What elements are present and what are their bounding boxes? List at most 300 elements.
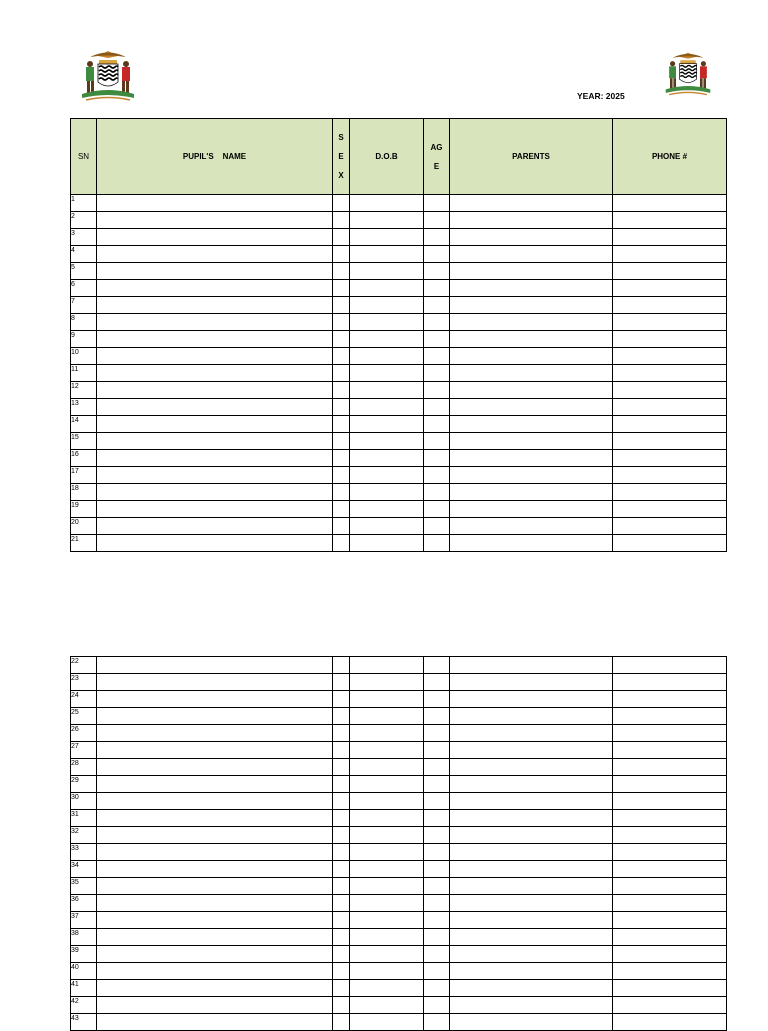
dob-cell[interactable] [350, 963, 424, 980]
age-cell[interactable] [424, 331, 450, 348]
phone-cell[interactable] [613, 793, 727, 810]
pupil-name-cell[interactable] [97, 416, 333, 433]
parents-cell[interactable] [450, 314, 613, 331]
parents-cell[interactable] [450, 725, 613, 742]
sex-cell[interactable] [333, 929, 350, 946]
pupil-name-cell[interactable] [97, 314, 333, 331]
sex-cell[interactable] [333, 793, 350, 810]
dob-cell[interactable] [350, 980, 424, 997]
phone-cell[interactable] [613, 212, 727, 229]
pupil-name-cell[interactable] [97, 912, 333, 929]
sex-cell[interactable] [333, 365, 350, 382]
table-row [71, 844, 727, 861]
phone-cell[interactable] [613, 895, 727, 912]
phone-cell[interactable] [613, 759, 727, 776]
parents-cell[interactable] [450, 297, 613, 314]
dob-cell[interactable] [350, 742, 424, 759]
phone-cell[interactable] [613, 997, 727, 1014]
pupil-name-cell[interactable] [97, 433, 333, 450]
serial-number-cell: 9 [71, 331, 97, 348]
age-cell[interactable] [424, 980, 450, 997]
sex-cell[interactable] [333, 980, 350, 997]
dob-cell[interactable] [350, 314, 424, 331]
dob-cell[interactable] [350, 844, 424, 861]
dob-cell[interactable] [350, 229, 424, 246]
table-row [71, 776, 727, 793]
parents-cell[interactable] [450, 878, 613, 895]
dob-cell[interactable] [350, 501, 424, 518]
table-row [71, 229, 727, 246]
sex-cell[interactable] [333, 1014, 350, 1031]
dob-cell[interactable] [350, 246, 424, 263]
sex-cell[interactable] [333, 725, 350, 742]
pupil-name-cell[interactable] [97, 518, 333, 535]
sex-cell[interactable] [333, 297, 350, 314]
dob-cell[interactable] [350, 399, 424, 416]
age-cell[interactable] [424, 450, 450, 467]
dob-cell[interactable] [350, 691, 424, 708]
sex-cell[interactable] [333, 674, 350, 691]
age-header-part: E [433, 161, 440, 171]
pupil-name-cell[interactable] [97, 263, 333, 280]
age-cell[interactable] [424, 433, 450, 450]
phone-cell[interactable] [613, 657, 727, 674]
phone-cell[interactable] [613, 878, 727, 895]
age-cell[interactable] [424, 725, 450, 742]
dob-cell[interactable] [350, 895, 424, 912]
phone-cell[interactable] [613, 963, 727, 980]
dob-cell[interactable] [350, 348, 424, 365]
age-cell[interactable] [424, 484, 450, 501]
table-row [71, 280, 727, 297]
sex-cell[interactable] [333, 963, 350, 980]
pupil-name-cell[interactable] [97, 195, 333, 212]
parents-cell[interactable] [450, 229, 613, 246]
age-cell[interactable] [424, 246, 450, 263]
dob-cell[interactable] [350, 912, 424, 929]
table-row [71, 759, 727, 776]
serial-number-cell: 33 [71, 844, 97, 861]
phone-cell[interactable] [613, 501, 727, 518]
dob-cell[interactable] [350, 433, 424, 450]
dob-cell[interactable] [350, 776, 424, 793]
dob-cell[interactable] [350, 416, 424, 433]
age-cell[interactable] [424, 297, 450, 314]
dob-cell[interactable] [350, 195, 424, 212]
phone-cell[interactable] [613, 691, 727, 708]
pupil-name-cell[interactable] [97, 297, 333, 314]
dob-cell[interactable] [350, 708, 424, 725]
phone-cell[interactable] [613, 1014, 727, 1031]
sex-cell[interactable] [333, 501, 350, 518]
age-cell[interactable] [424, 844, 450, 861]
parents-cell[interactable] [450, 844, 613, 861]
sex-cell[interactable] [333, 433, 350, 450]
sex-cell[interactable] [333, 912, 350, 929]
sex-cell[interactable] [333, 861, 350, 878]
age-cell[interactable] [424, 416, 450, 433]
phone-cell[interactable] [613, 280, 727, 297]
serial-number-cell: 30 [71, 793, 97, 810]
age-cell[interactable] [424, 348, 450, 365]
table-row [71, 810, 727, 827]
age-cell[interactable] [424, 314, 450, 331]
sex-cell[interactable] [333, 827, 350, 844]
sex-cell[interactable] [333, 382, 350, 399]
sex-cell[interactable] [333, 263, 350, 280]
pupil-name-cell[interactable] [97, 861, 333, 878]
dob-cell[interactable] [350, 878, 424, 895]
pupil-name-cell[interactable] [97, 382, 333, 399]
sex-cell[interactable] [333, 399, 350, 416]
sex-cell[interactable] [333, 212, 350, 229]
phone-cell[interactable] [613, 674, 727, 691]
sex-cell[interactable] [333, 691, 350, 708]
age-cell[interactable] [424, 382, 450, 399]
phone-cell[interactable] [613, 518, 727, 535]
age-cell[interactable] [424, 759, 450, 776]
dob-cell[interactable] [350, 861, 424, 878]
phone-cell[interactable] [613, 484, 727, 501]
serial-number-cell: 39 [71, 946, 97, 963]
dob-cell[interactable] [350, 263, 424, 280]
dob-cell[interactable] [350, 759, 424, 776]
phone-cell[interactable] [613, 348, 727, 365]
pupil-name-cell[interactable] [97, 827, 333, 844]
age-cell[interactable] [424, 810, 450, 827]
pupil-name-cell[interactable] [97, 691, 333, 708]
pupil-name-cell[interactable] [97, 399, 333, 416]
parents-cell[interactable] [450, 382, 613, 399]
parents-cell[interactable] [450, 518, 613, 535]
dob-cell[interactable] [350, 331, 424, 348]
parents-cell[interactable] [450, 776, 613, 793]
table-row [71, 348, 727, 365]
sex-cell[interactable] [333, 484, 350, 501]
dob-cell[interactable] [350, 997, 424, 1014]
phone-cell[interactable] [613, 810, 727, 827]
parents-cell[interactable] [450, 810, 613, 827]
age-cell[interactable] [424, 1014, 450, 1031]
column-header-sn: SN [71, 119, 97, 195]
dob-cell[interactable] [350, 725, 424, 742]
age-cell[interactable] [424, 535, 450, 552]
dob-cell[interactable] [350, 1014, 424, 1031]
sex-cell[interactable] [333, 229, 350, 246]
dob-cell[interactable] [350, 467, 424, 484]
table-row [71, 450, 727, 467]
serial-number-cell: 29 [71, 776, 97, 793]
sex-cell[interactable] [333, 844, 350, 861]
dob-cell[interactable] [350, 450, 424, 467]
coat-of-arms-emblem-right [660, 50, 716, 98]
column-header-age [424, 119, 450, 195]
parents-cell[interactable] [450, 742, 613, 759]
table-row [71, 980, 727, 997]
phone-cell[interactable] [613, 535, 727, 552]
parents-cell[interactable] [450, 501, 613, 518]
age-cell[interactable] [424, 912, 450, 929]
dob-cell[interactable] [350, 297, 424, 314]
sex-cell[interactable] [333, 535, 350, 552]
column-header-pupil-name: PUPIL'S NAME [97, 119, 333, 195]
parents-cell[interactable] [450, 399, 613, 416]
parents-cell[interactable] [450, 963, 613, 980]
sex-cell[interactable] [333, 759, 350, 776]
parents-cell[interactable] [450, 793, 613, 810]
serial-number-cell: 6 [71, 280, 97, 297]
pupil-name-cell[interactable] [97, 776, 333, 793]
phone-cell[interactable] [613, 980, 727, 997]
parents-cell[interactable] [450, 929, 613, 946]
phone-cell[interactable] [613, 195, 727, 212]
age-cell[interactable] [424, 501, 450, 518]
sex-cell[interactable] [333, 708, 350, 725]
age-cell[interactable] [424, 674, 450, 691]
parents-cell[interactable] [450, 212, 613, 229]
sex-cell[interactable] [333, 657, 350, 674]
phone-cell[interactable] [613, 331, 727, 348]
dob-cell[interactable] [350, 212, 424, 229]
serial-number-cell: 5 [71, 263, 97, 280]
sex-cell[interactable] [333, 348, 350, 365]
serial-number-cell: 42 [71, 997, 97, 1014]
phone-cell[interactable] [613, 946, 727, 963]
parents-cell[interactable] [450, 263, 613, 280]
sex-cell[interactable] [333, 467, 350, 484]
pupil-name-cell[interactable] [97, 1014, 333, 1031]
phone-cell[interactable] [613, 861, 727, 878]
serial-number-cell: 11 [71, 365, 97, 382]
parents-cell[interactable] [450, 331, 613, 348]
age-cell[interactable] [424, 518, 450, 535]
phone-cell[interactable] [613, 416, 727, 433]
pupil-name-cell[interactable] [97, 963, 333, 980]
dob-cell[interactable] [350, 535, 424, 552]
phone-cell[interactable] [613, 742, 727, 759]
sex-cell[interactable] [333, 280, 350, 297]
parents-cell[interactable] [450, 365, 613, 382]
phone-cell[interactable] [613, 776, 727, 793]
sex-header-letter: X [338, 171, 344, 180]
pupil-name-cell[interactable] [97, 348, 333, 365]
parents-cell[interactable] [450, 708, 613, 725]
parents-cell[interactable] [450, 416, 613, 433]
sex-cell[interactable] [333, 946, 350, 963]
age-cell[interactable] [424, 963, 450, 980]
age-cell[interactable] [424, 399, 450, 416]
dob-cell[interactable] [350, 810, 424, 827]
parents-cell[interactable] [450, 691, 613, 708]
sex-cell[interactable] [333, 810, 350, 827]
age-cell[interactable] [424, 365, 450, 382]
age-cell[interactable] [424, 929, 450, 946]
parents-cell[interactable] [450, 674, 613, 691]
pupil-name-cell[interactable] [97, 467, 333, 484]
table-row [71, 263, 727, 280]
dob-cell[interactable] [350, 280, 424, 297]
age-cell[interactable] [424, 212, 450, 229]
table-row [71, 1014, 727, 1031]
sex-cell[interactable] [333, 246, 350, 263]
parents-cell[interactable] [450, 280, 613, 297]
parents-cell[interactable] [450, 246, 613, 263]
sex-cell[interactable] [333, 416, 350, 433]
dob-cell[interactable] [350, 946, 424, 963]
sex-header-letter: S [338, 133, 344, 142]
pupil-name-cell[interactable] [97, 280, 333, 297]
pupil-name-cell[interactable] [97, 980, 333, 997]
parents-cell[interactable] [450, 348, 613, 365]
pupil-name-cell[interactable] [97, 212, 333, 229]
dob-cell[interactable] [350, 484, 424, 501]
age-cell[interactable] [424, 861, 450, 878]
pupil-name-cell[interactable] [97, 793, 333, 810]
age-cell[interactable] [424, 793, 450, 810]
sex-cell[interactable] [333, 331, 350, 348]
parents-cell[interactable] [450, 657, 613, 674]
age-header-part: AG [430, 142, 443, 152]
table-row [71, 946, 727, 963]
pupil-name-cell[interactable] [97, 759, 333, 776]
pupil-name-cell[interactable] [97, 997, 333, 1014]
pupil-name-cell[interactable] [97, 246, 333, 263]
phone-cell[interactable] [613, 725, 727, 742]
parents-cell[interactable] [450, 997, 613, 1014]
age-cell[interactable] [424, 997, 450, 1014]
age-cell[interactable] [424, 280, 450, 297]
phone-cell[interactable] [613, 263, 727, 280]
pupil-name-cell[interactable] [97, 844, 333, 861]
age-cell[interactable] [424, 776, 450, 793]
dob-cell[interactable] [350, 518, 424, 535]
age-cell[interactable] [424, 708, 450, 725]
sex-header-letter: E [338, 152, 344, 161]
sex-cell[interactable] [333, 450, 350, 467]
age-cell[interactable] [424, 946, 450, 963]
pupil-name-cell[interactable] [97, 535, 333, 552]
serial-number-cell: 35 [71, 878, 97, 895]
age-cell[interactable] [424, 895, 450, 912]
phone-cell[interactable] [613, 912, 727, 929]
phone-cell[interactable] [613, 297, 727, 314]
phone-cell[interactable] [613, 314, 727, 331]
pupil-name-cell[interactable] [97, 878, 333, 895]
pupil-name-cell[interactable] [97, 810, 333, 827]
parents-cell[interactable] [450, 467, 613, 484]
dob-cell[interactable] [350, 674, 424, 691]
parents-cell[interactable] [450, 759, 613, 776]
dob-cell[interactable] [350, 827, 424, 844]
pupil-name-cell[interactable] [97, 484, 333, 501]
column-header-sex [333, 119, 350, 195]
serial-number-cell: 37 [71, 912, 97, 929]
sex-cell[interactable] [333, 518, 350, 535]
phone-cell[interactable] [613, 246, 727, 263]
pupil-name-cell[interactable] [97, 929, 333, 946]
serial-number-cell: 40 [71, 963, 97, 980]
pupil-name-cell[interactable] [97, 657, 333, 674]
pupil-name-cell[interactable] [97, 674, 333, 691]
phone-cell[interactable] [613, 382, 727, 399]
table-row [71, 674, 727, 691]
pupil-name-cell[interactable] [97, 725, 333, 742]
table-row [71, 331, 727, 348]
pupil-register-table-bottom [70, 656, 727, 1031]
phone-cell[interactable] [613, 708, 727, 725]
sex-cell[interactable] [333, 878, 350, 895]
parents-cell[interactable] [450, 861, 613, 878]
parents-cell[interactable] [450, 433, 613, 450]
sex-cell[interactable] [333, 195, 350, 212]
phone-cell[interactable] [613, 450, 727, 467]
pupil-name-cell[interactable] [97, 365, 333, 382]
phone-cell[interactable] [613, 844, 727, 861]
age-cell[interactable] [424, 657, 450, 674]
phone-cell[interactable] [613, 929, 727, 946]
sex-cell[interactable] [333, 895, 350, 912]
age-cell[interactable] [424, 742, 450, 759]
parents-cell[interactable] [450, 535, 613, 552]
dob-cell[interactable] [350, 365, 424, 382]
phone-cell[interactable] [613, 467, 727, 484]
serial-number-cell: 14 [71, 416, 97, 433]
sex-cell[interactable] [333, 314, 350, 331]
dob-cell[interactable] [350, 929, 424, 946]
parents-cell[interactable] [450, 895, 613, 912]
parents-cell[interactable] [450, 1014, 613, 1031]
sex-cell[interactable] [333, 742, 350, 759]
dob-cell[interactable] [350, 657, 424, 674]
age-cell[interactable] [424, 467, 450, 484]
age-cell[interactable] [424, 195, 450, 212]
phone-cell[interactable] [613, 229, 727, 246]
pupil-name-cell[interactable] [97, 450, 333, 467]
phone-cell[interactable] [613, 365, 727, 382]
phone-cell[interactable] [613, 827, 727, 844]
pupil-name-cell[interactable] [97, 895, 333, 912]
age-cell[interactable] [424, 878, 450, 895]
pupil-name-cell[interactable] [97, 946, 333, 963]
pupil-name-cell[interactable] [97, 742, 333, 759]
parents-cell[interactable] [450, 946, 613, 963]
sex-cell[interactable] [333, 997, 350, 1014]
dob-cell[interactable] [350, 382, 424, 399]
parents-cell[interactable] [450, 484, 613, 501]
age-cell[interactable] [424, 229, 450, 246]
age-cell[interactable] [424, 691, 450, 708]
sex-cell[interactable] [333, 776, 350, 793]
table-row [71, 416, 727, 433]
pupil-name-cell[interactable] [97, 708, 333, 725]
parents-cell[interactable] [450, 980, 613, 997]
parents-cell[interactable] [450, 827, 613, 844]
phone-cell[interactable] [613, 399, 727, 416]
parents-cell[interactable] [450, 195, 613, 212]
serial-number-cell: 22 [71, 657, 97, 674]
parents-cell[interactable] [450, 912, 613, 929]
pupil-name-cell[interactable] [97, 331, 333, 348]
age-cell[interactable] [424, 263, 450, 280]
parents-cell[interactable] [450, 450, 613, 467]
dob-cell[interactable] [350, 793, 424, 810]
serial-number-cell: 19 [71, 501, 97, 518]
pupil-name-cell[interactable] [97, 229, 333, 246]
age-cell[interactable] [424, 827, 450, 844]
serial-number-cell: 8 [71, 314, 97, 331]
phone-cell[interactable] [613, 433, 727, 450]
pupil-name-cell[interactable] [97, 501, 333, 518]
